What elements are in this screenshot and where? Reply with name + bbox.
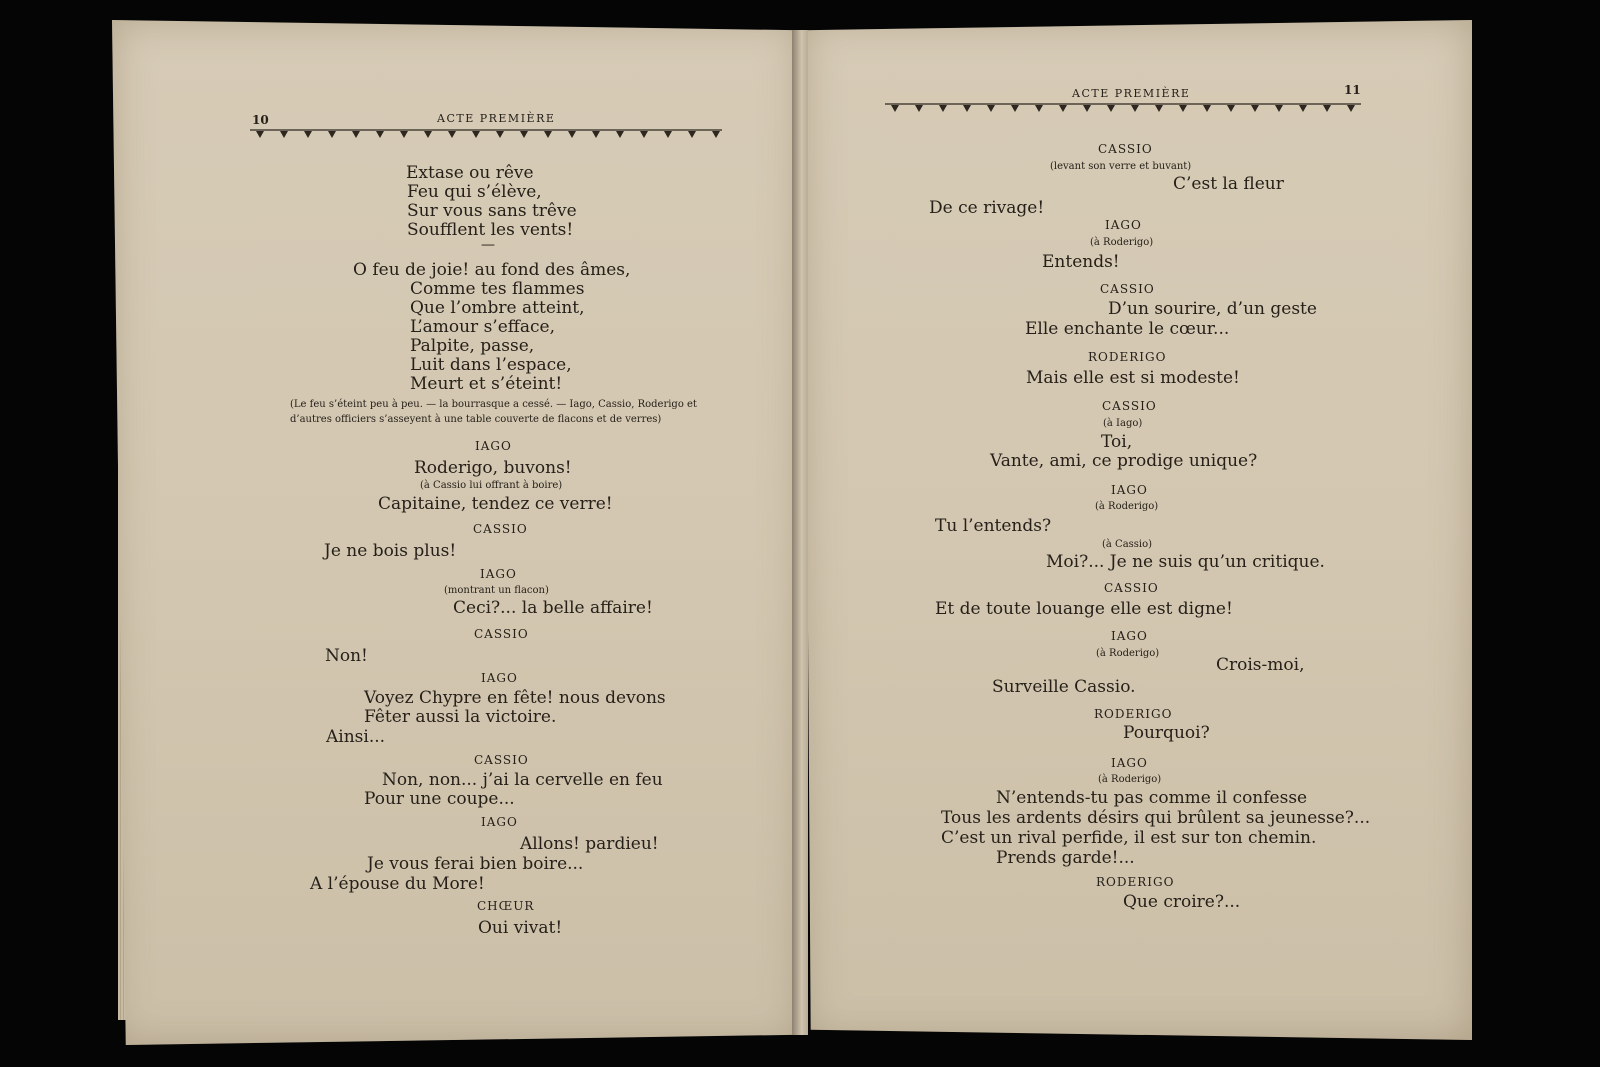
speaker-name: IAGO xyxy=(481,671,518,685)
speaker-name: CASSIO xyxy=(473,522,528,536)
verse-line: L’amour s’efface, xyxy=(410,317,555,337)
verse-line: Vante, ami, ce prodige unique? xyxy=(990,451,1258,471)
running-head: ACTE PREMIÈRE xyxy=(437,112,556,125)
page-number: 10 xyxy=(252,113,269,127)
verse-line: Allons! pardieu! xyxy=(520,834,659,854)
speaker-name: CASSIO xyxy=(1098,142,1153,156)
verse-line: Pourquoi? xyxy=(1123,723,1210,743)
verse-line: Prends garde!... xyxy=(996,848,1135,868)
speaker-name: CASSIO xyxy=(474,753,529,767)
verse-line: Moi?... Je ne suis qu’un critique. xyxy=(1046,552,1325,572)
stage-direction: (à Roderigo) xyxy=(1095,501,1159,512)
verse-line: Elle enchante le cœur... xyxy=(1025,319,1230,339)
verse-line: Ainsi... xyxy=(326,727,386,747)
speaker-name: IAGO xyxy=(1111,629,1148,643)
verse-line: O feu de joie! au fond des âmes, xyxy=(353,260,631,280)
verse-line: C’est un rival perfide, il est sur ton chemin. xyxy=(941,828,1317,848)
verse-line: Extase ou rêve xyxy=(406,163,534,183)
verse-line: A l’épouse du More! xyxy=(310,874,485,894)
verse-line: De ce rivage! xyxy=(929,198,1045,218)
verse-line: Oui vivat! xyxy=(478,918,563,938)
stage-direction: (à Iago) xyxy=(1103,418,1143,429)
speaker-name: CASSIO xyxy=(474,627,529,641)
verse-line: Ceci?... la belle affaire! xyxy=(453,598,653,618)
verse-line: N’entends-tu pas comme il confesse xyxy=(996,788,1308,808)
verse-line: Non! xyxy=(325,646,368,666)
speaker-name: IAGO xyxy=(1111,756,1148,770)
verse-line: Surveille Cassio. xyxy=(992,677,1136,697)
speaker-name: CHŒUR xyxy=(477,899,535,913)
verse-line: Je ne bois plus! xyxy=(324,541,457,561)
verse-line: Luit dans l’espace, xyxy=(410,355,572,375)
stage-direction: (à Roderigo) xyxy=(1096,648,1160,659)
verse-line: Palpite, passe, xyxy=(410,336,535,356)
verse-line: Non, non... j’ai la cervelle en feu xyxy=(382,770,663,790)
stage-direction: (à Cassio) xyxy=(1102,539,1153,550)
verse-line: Soufflent les vents! xyxy=(407,220,574,240)
speaker-name: CASSIO xyxy=(1100,282,1155,296)
running-head: ACTE PREMIÈRE xyxy=(1072,87,1191,100)
speaker-name: CASSIO xyxy=(1104,581,1159,595)
verse-line: Meurt et s’éteint! xyxy=(410,374,563,394)
verse-line: Et de toute louange elle est digne! xyxy=(935,599,1233,619)
verse-line: C’est la fleur xyxy=(1173,174,1284,194)
verse-line: Pour une coupe... xyxy=(364,789,515,809)
speaker-name: IAGO xyxy=(475,439,512,453)
speaker-name: RODERIGO xyxy=(1088,350,1167,364)
verse-line: Je vous ferai bien boire... xyxy=(367,854,584,874)
ornament-rule xyxy=(885,101,1361,115)
stage-direction: (Le feu s’éteint peu à peu. — la bourrasque a cessé. — Iago, Cassio, Roderigo et xyxy=(290,399,697,410)
book-gutter xyxy=(792,30,808,1035)
speaker-name: CASSIO xyxy=(1102,399,1157,413)
verse-line: Entends! xyxy=(1042,252,1120,272)
speaker-name: IAGO xyxy=(480,567,517,581)
stage-direction: (à Roderigo) xyxy=(1090,237,1154,248)
verse-line: Roderigo, buvons! xyxy=(414,458,572,478)
verse-line: Toi, xyxy=(1101,432,1133,452)
speaker-name: IAGO xyxy=(481,815,518,829)
stage-direction: (à Cassio lui offrant à boire) xyxy=(420,480,563,491)
speaker-name: RODERIGO xyxy=(1094,707,1173,721)
ornament-rule xyxy=(250,127,722,141)
page-number: 11 xyxy=(1344,83,1361,97)
verse-line: Crois-moi, xyxy=(1216,655,1305,675)
stage-direction: (montrant un flacon) xyxy=(444,585,549,596)
verse-line: Que l’ombre atteint, xyxy=(410,298,585,318)
speaker-name: IAGO xyxy=(1105,218,1142,232)
verse-line: Tu l’entends? xyxy=(935,516,1052,536)
stage-direction: d’autres officiers s’asseyent à une table couverte de flacons et de verres) xyxy=(290,414,662,425)
verse-line: Tous les ardents désirs qui brûlent sa jeunesse?... xyxy=(941,808,1371,828)
verse-line: Capitaine, tendez ce verre! xyxy=(378,494,613,514)
verse-line: Fêter aussi la victoire. xyxy=(364,707,557,727)
speaker-name: IAGO xyxy=(1111,483,1148,497)
verse-line: Comme tes flammes xyxy=(410,279,585,299)
verse-line: D’un sourire, d’un geste xyxy=(1108,299,1317,319)
stage-direction: (à Roderigo) xyxy=(1098,774,1162,785)
verse-line: Feu qui s’élève, xyxy=(407,182,542,202)
speaker-name: RODERIGO xyxy=(1096,875,1175,889)
verse-line: Sur vous sans trêve xyxy=(407,201,577,221)
verse-line: Voyez Chypre en fête! nous devons xyxy=(364,688,666,708)
stage-direction: (levant son verre et buvant) xyxy=(1050,161,1192,172)
section-dash: — xyxy=(481,237,495,253)
verse-line: Que croire?... xyxy=(1123,892,1241,912)
verse-line: Mais elle est si modeste! xyxy=(1026,368,1240,388)
